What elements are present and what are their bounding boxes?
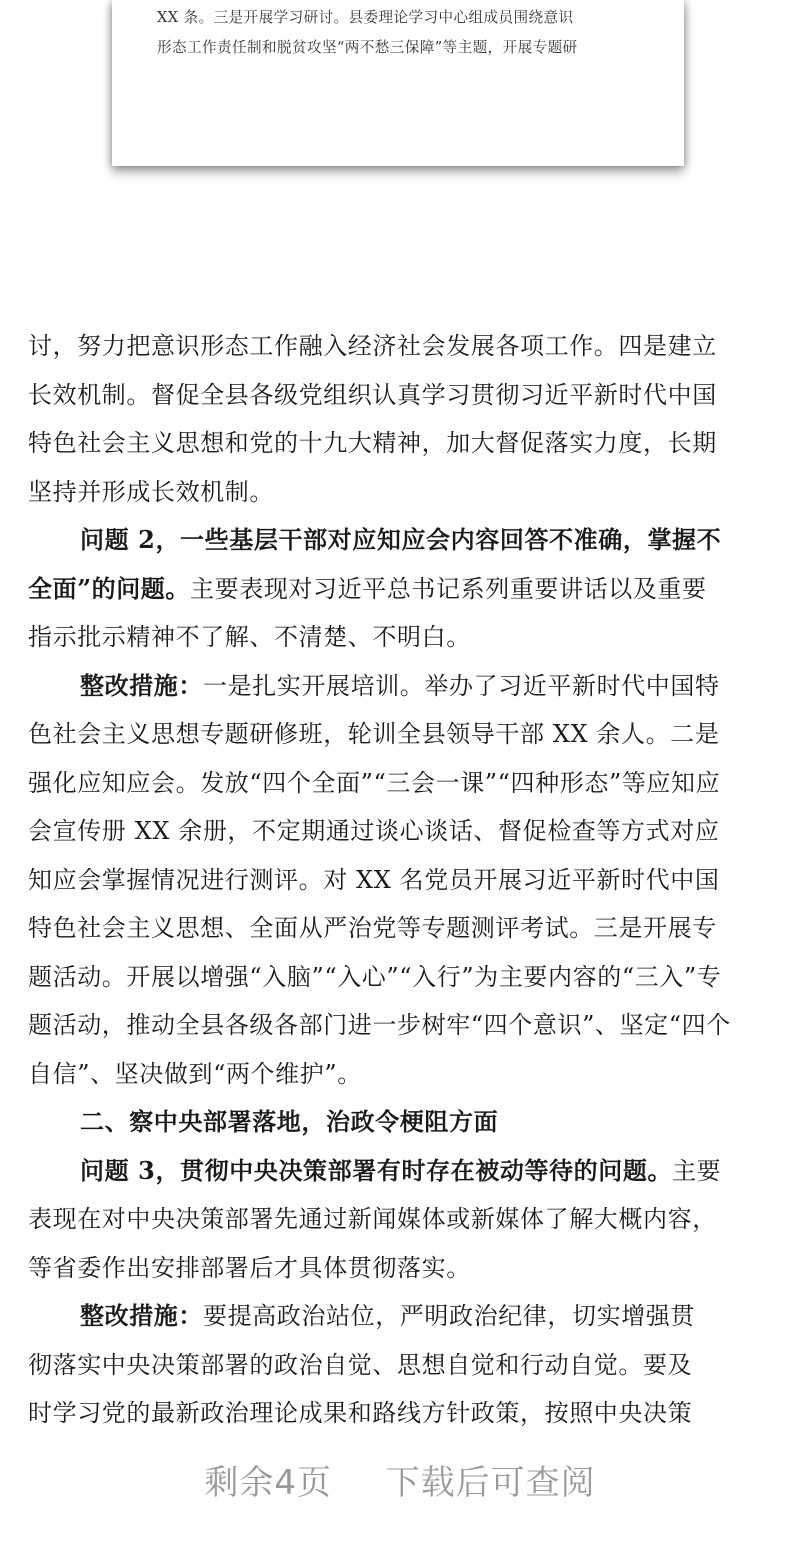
text-run: 特色社会主义思想和党的十九大精神，加大督促落实力度，长期 (28, 429, 717, 457)
bold-text-run: 全面”的问题。 (28, 573, 191, 603)
text-run: 等省委作出安排部署后才具体贯彻落实。 (28, 1253, 471, 1282)
text-run: 题活动，推动全县各级各部门进一步树牢“四个意识”、坚定“四个 (28, 1011, 731, 1039)
text-line (28, 807, 780, 856)
text-line (28, 371, 780, 420)
text-line (28, 1147, 780, 1196)
text-line (28, 516, 780, 565)
text-line (28, 1341, 780, 1390)
bold-text-run: 问题 3，贯彻中央决策部署有时存在被动等待的问题。 (80, 1155, 673, 1185)
text-line (28, 1195, 780, 1244)
text-line (28, 904, 780, 953)
download-to-view-link[interactable]: 下载后可查阅 (385, 1463, 596, 1503)
text-line (28, 1050, 780, 1099)
text-run: 色社会主义思想专题研修班，轮训全县领导干部 XX 余人。二是 (28, 720, 720, 748)
text-line (28, 1098, 780, 1147)
text-run: 讨，努力把意识形态工作融入经济社会发展各项工作。四是建立 (28, 332, 717, 360)
text-run: 会宣传册 XX 余册，不定期通过谈心谈话、督促检查等方式对应 (28, 817, 720, 845)
text-line (28, 1001, 780, 1050)
text-run: 坚持并形成长效机制。 (28, 477, 274, 506)
text-run: 彻落实中央决策部署的政治自觉、思想自觉和行动自觉。要及 (28, 1350, 693, 1379)
text-line (28, 953, 780, 1002)
text-run: 知应会掌握情况进行测评。对 XX 名党员开展习近平新时代中国 (28, 865, 720, 894)
document-body (28, 322, 780, 1438)
download-prompt[interactable] (0, 1455, 800, 1504)
text-run: 特色社会主义思想、全面从严治党等专题测评考试。三是开展专 (28, 914, 717, 942)
text-run: 强化应知应会。发放“四个全面”“三会一课”“四种形态”等应知应 (28, 768, 721, 797)
text-line (28, 468, 780, 517)
text-line (28, 613, 780, 662)
preview-page-card (112, 0, 684, 166)
text-run: 一是扎实开展培训。举办了习近平新时代中国特 (203, 671, 720, 700)
text-line (28, 1244, 780, 1293)
text-line (28, 419, 780, 468)
text-line (28, 759, 780, 808)
text-run: 时学习党的最新政治理论成果和路线方针政策，按照中央决策 (28, 1399, 693, 1427)
bold-text-run: 问题 2，一些基层干部对应知应会内容回答不准确，掌握不 (80, 525, 722, 554)
bold-text-run: 整改措施： (80, 1301, 203, 1330)
text-run: 主要表现对习近平总书记系列重要讲话以及重要 (190, 574, 707, 603)
text-run: 主要 (672, 1156, 722, 1185)
bold-text-run: 二、察中央部署落地，治政令梗阻方面 (80, 1107, 499, 1136)
text-run: 自信”、坚决做到“两个维护”。 (28, 1059, 362, 1088)
remaining-pages-label[interactable]: 剩余4页 (204, 1463, 332, 1503)
bold-text-run: 整改措施： (80, 670, 203, 700)
text-run: 要提高政治站位，严明政治纪律，切实增强贯 (203, 1302, 695, 1330)
text-line (28, 710, 780, 759)
text-run: 长效机制。督促全县各级党组织认真学习贯彻习近平新时代中国 (28, 380, 717, 409)
text-line (28, 662, 780, 711)
text-line (28, 1389, 780, 1438)
text-line (28, 322, 780, 371)
text-run: 表现在对中央决策部署先通过新闻媒体或新媒体了解大概内容， (28, 1205, 717, 1233)
text-run: 指示批示精神不了解、不清楚、不明白。 (28, 623, 471, 651)
card-text-line: 形态工作责任制和脱贫攻坚“两不愁三保障”等主题，开展专题研 (157, 39, 578, 56)
text-line (28, 1292, 780, 1341)
text-run: 题活动。开展以增强“入脑”“入心”“入行”为主要内容的“三入”专 (28, 962, 722, 991)
text-line (28, 565, 780, 614)
text-line (28, 856, 780, 905)
card-text-line: XX 条。三是开展学习研讨。县委理论学习中心组成员围绕意识 (157, 9, 574, 26)
